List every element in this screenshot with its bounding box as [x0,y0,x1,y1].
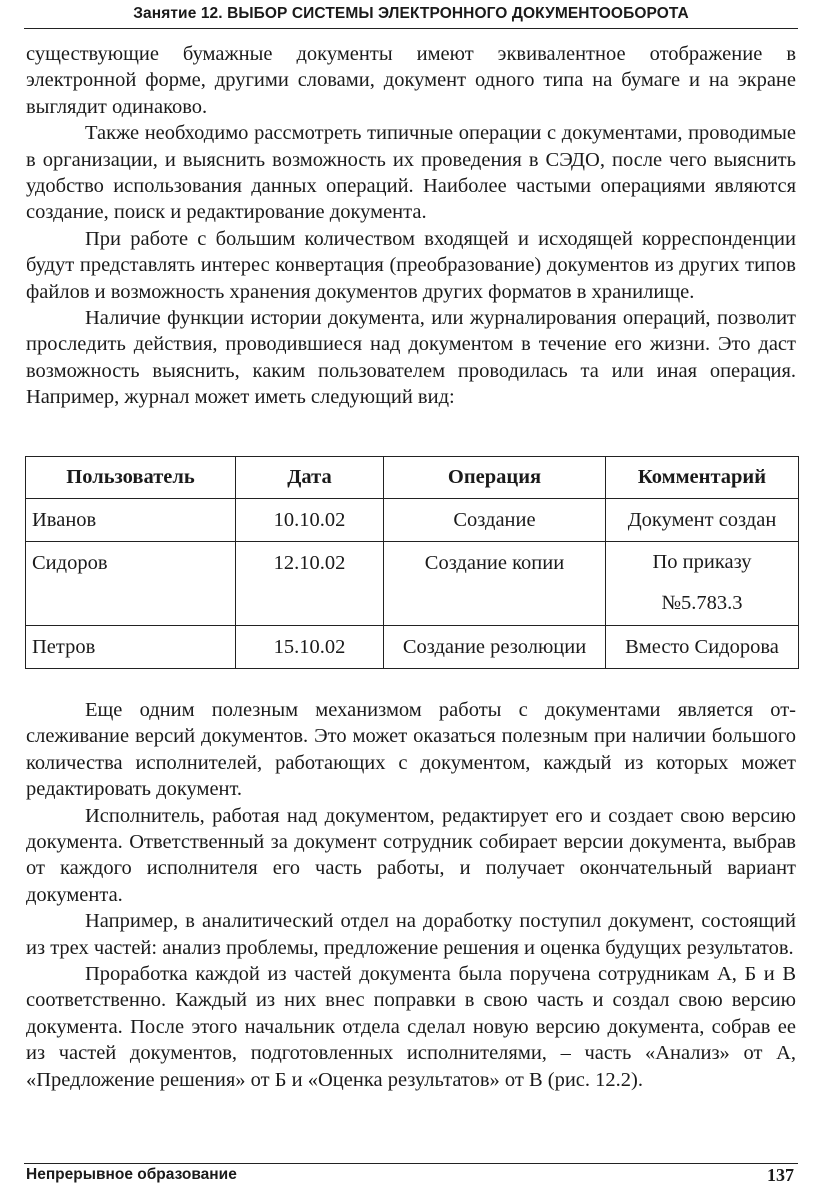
cell-date: 12.10.02 [236,542,384,626]
paragraph: существующие бумажные документы имеют эквивалентное отображение в электронной форме, другими словами, документ одного типа на бумаге и на экране выглядит одинаково. [26,43,796,118]
column-header-user: Пользователь [26,457,236,499]
cell-operation: Создание копии [384,542,606,626]
paragraph: Исполнитель, работая над документом, редактирует его и создает свою версию документа. Ответственный за документ сотрудник собирает версии документа, выбрав от каждого исполнителя его часть работы, и получает окончательный вариант документа. [26,804,796,906]
operation-log-table [25,456,798,669]
page-number: 137 [767,1165,794,1185]
column-header-operation: Операция [384,457,606,499]
column-header-date: Дата [236,457,384,499]
cell-comment: По приказу №5.783.3 [606,542,799,626]
column-header-comment: Комментарий [606,457,799,499]
paragraph: Наличие функции истории документа, или журналирования операций, позволит проследить действия, проводившиеся над документом в течение его жизни. Это даст возможность выяснить, каким пользователем проводилась та или иная операция. Например, журнал может иметь следующий вид: [26,307,796,409]
table-row [26,499,799,542]
running-header: Занятие 12. ВЫБОР СИСТЕМЫ ЭЛЕКТРОННОГО ДОКУМЕНТООБОРОТА [24,4,798,29]
cell-date: 10.10.02 [236,499,384,542]
table-row [26,626,799,669]
body-text-bottom [26,697,796,1093]
cell-user: Иванов [26,499,236,542]
cell-operation: Создание резолюции [384,626,606,669]
paragraph: Еще одним полезным механизмом работы с документами является отслеживание версий документов. Это может оказаться полезным при наличии большого количества исполнителей, работающих с документом, каждый из которых может редактировать документ. [26,699,796,801]
running-footer: Непрерывное образование [26,1166,237,1183]
footer-divider [24,1163,798,1164]
log-table [25,456,799,669]
cell-user: Петров [26,626,236,669]
table-header-row [26,457,799,499]
cell-date: 15.10.02 [236,626,384,669]
table-row [26,542,799,626]
cell-user: Сидоров [26,542,236,626]
paragraph: Проработка каждой из частей документа была поручена сотрудникам А, Б и В соответственно. Каждый из них внес поправки в свою часть и создал свою версию документа. После этого начальник отдела сделал новую версию документа, собрав ее из частей документов, подготовленных исполнителями, – часть «Анализ» от А, «Предложение решения» от Б и «Оценка результатов» от В (рис. 12.2). [26,963,796,1091]
cell-comment: Вместо Сидорова [606,626,799,669]
paragraph: При работе с большим количеством входящей и исходящей корреспонденции будут представлять интерес конвертация (преобразование) документов из других типов файлов и возможность хранения документов других форматов в хранилище. [26,227,796,303]
cell-operation: Создание [384,499,606,542]
body-text-top [26,41,796,411]
paragraph: Например, в аналитический отдел на доработку поступил документ, состоящий из трех частей: анализ проблемы, предложение решения и оценка будущих результатов. [26,910,796,959]
paragraph: Также необходимо рассмотреть типичные операции с документами, проводимые в организации, и выяснить возможность их проведения в СЭДО, после чего выяснить удобство использования данных операций. Наиболее частыми операциями являются создание, поиск и редактирование документа. [26,122,796,224]
cell-comment: Документ создан [606,499,799,542]
